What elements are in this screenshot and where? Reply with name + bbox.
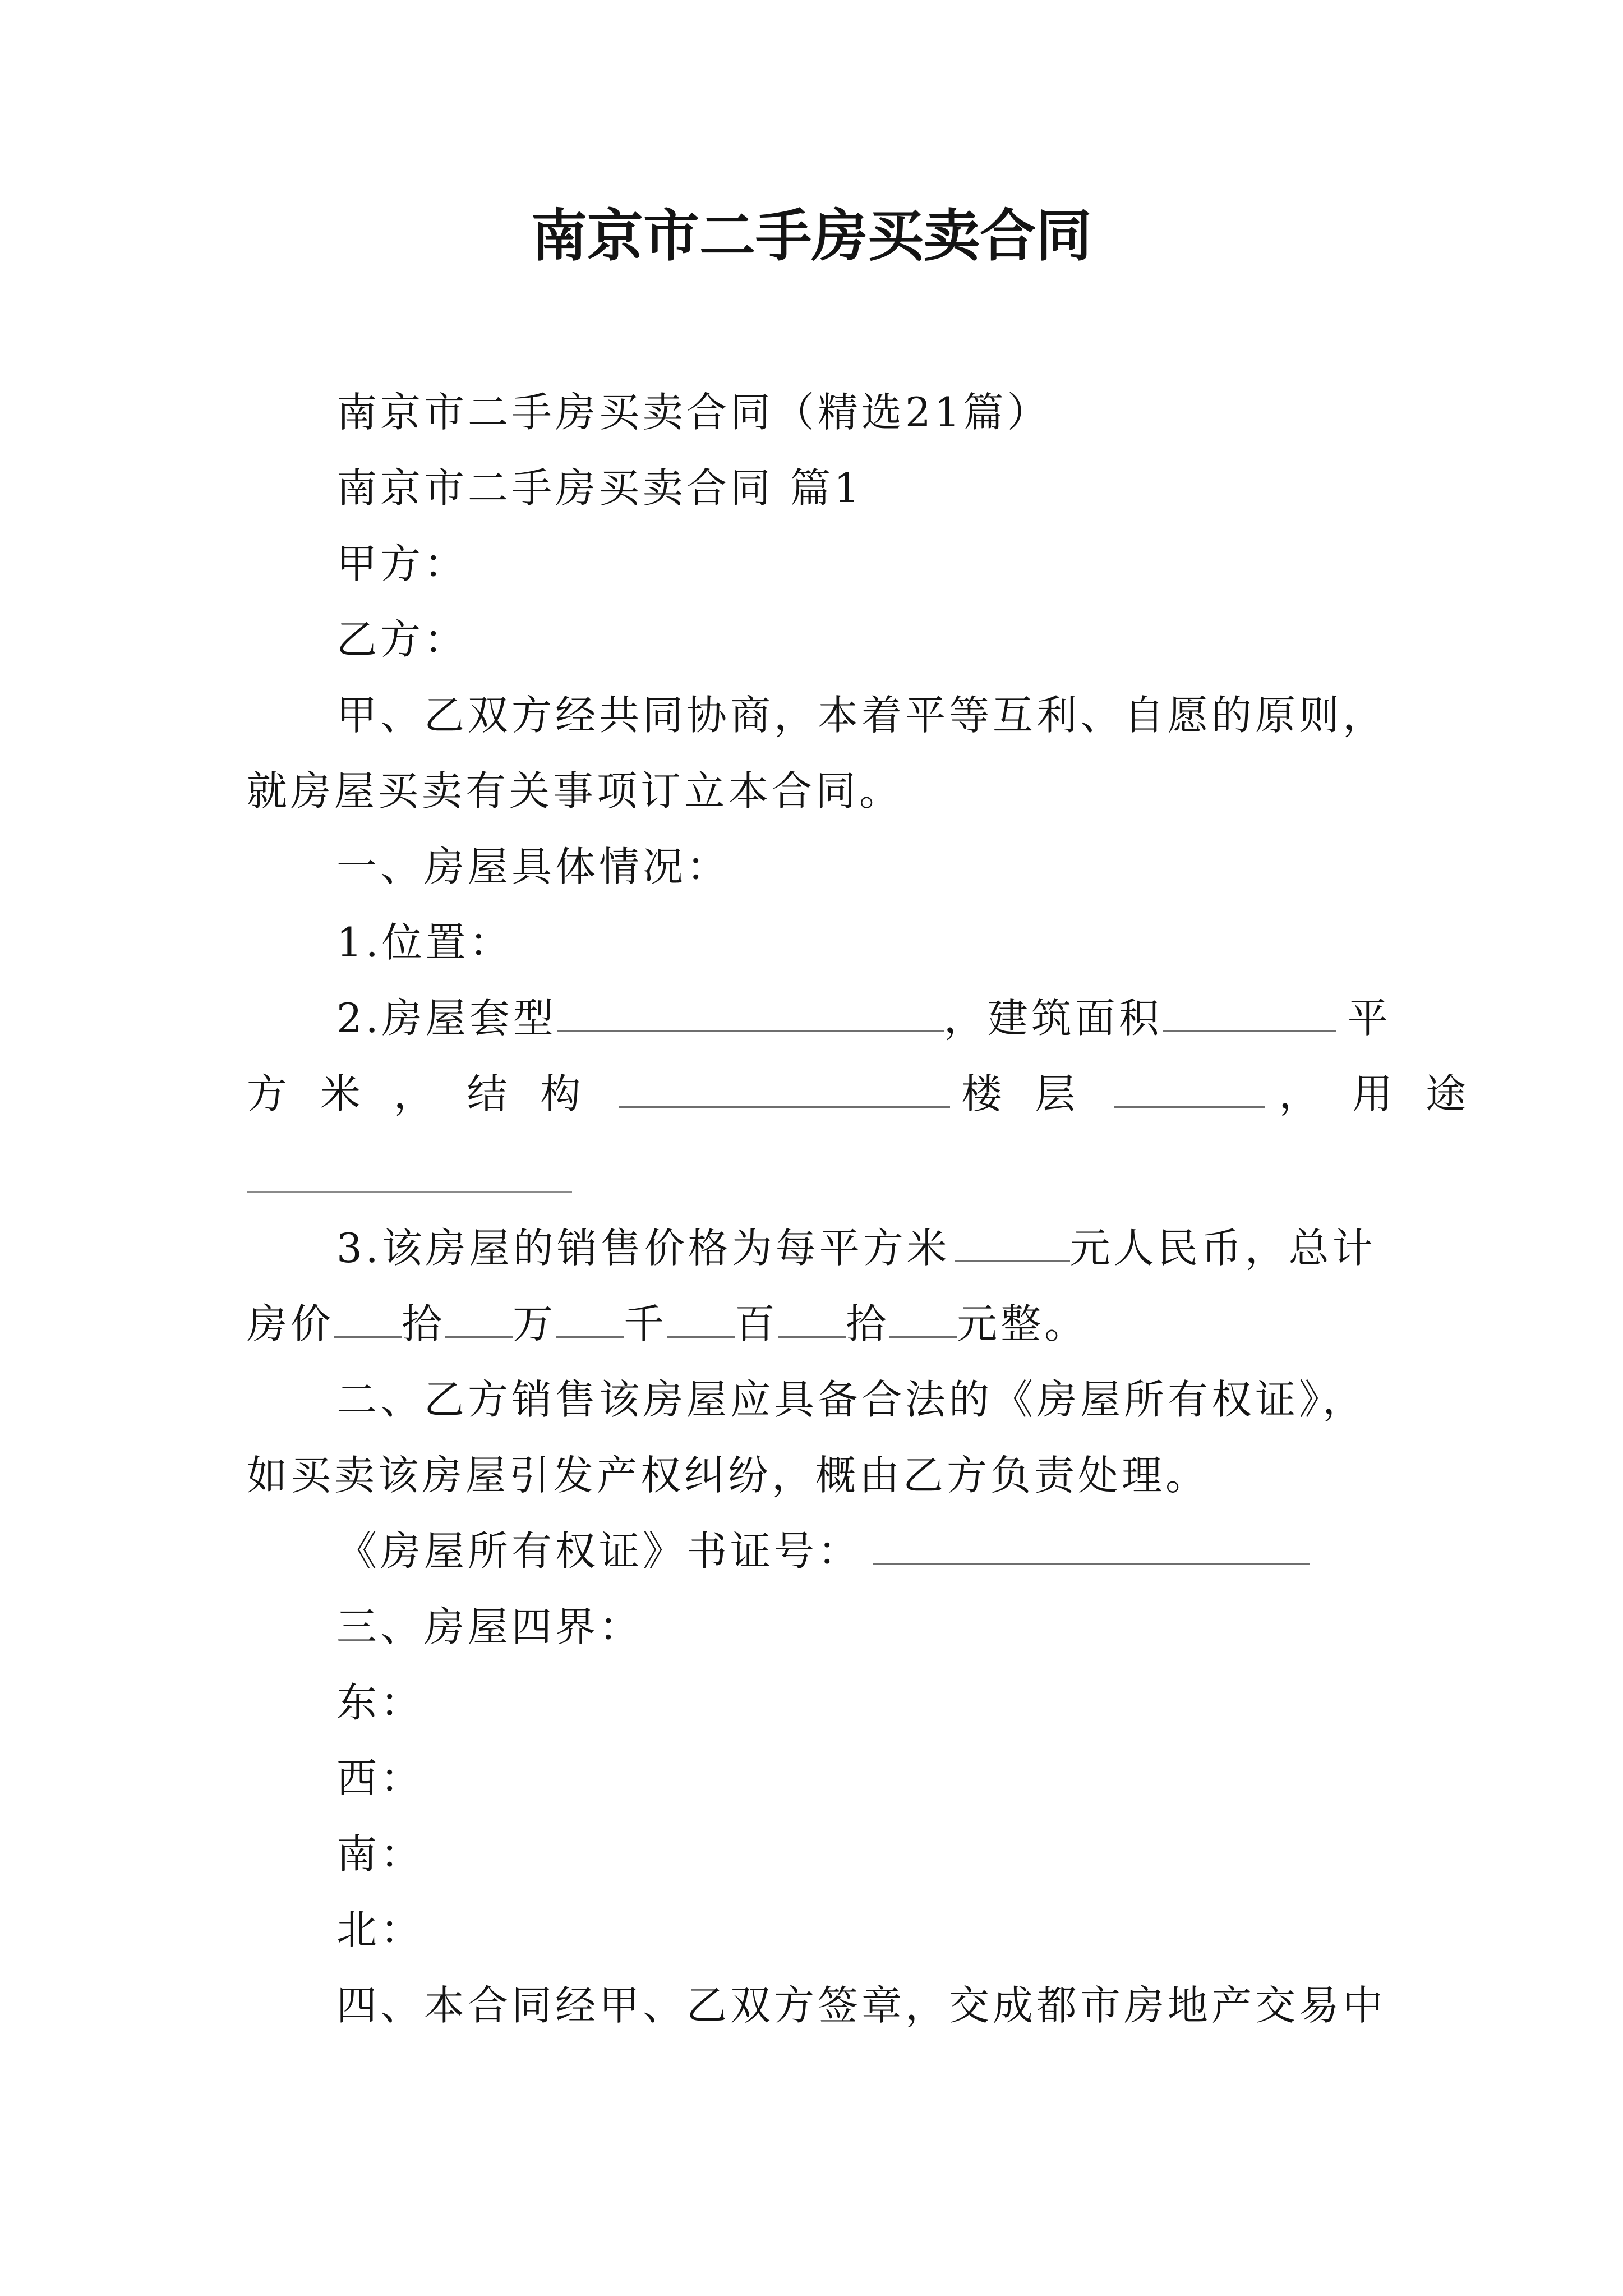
boundary-north: 北： [336,1906,425,1953]
structure-blank[interactable] [619,1069,950,1108]
intro-paragraph-line1: 甲、乙双方经共同协商，本着平等互利、自愿的原则， [336,692,1387,739]
structure-line [247,1069,1476,1119]
total-blank-5[interactable] [778,1299,846,1338]
unit-qian-label: 千 [624,1300,668,1347]
unit-shi2-label: 拾 [846,1300,890,1347]
section2-line2: 如买卖该房屋引发产权纠纷，概由乙方负责处理。 [247,1452,1210,1499]
section2-line1: 二、乙方销售该房屋应具备合法的《房屋所有权证》， [336,1376,1367,1423]
unit-shi-label: 拾 [402,1300,446,1347]
unit-wan-label: 万 [513,1300,557,1347]
section4-line1: 四、本合同经甲、乙双方签章，交成都市房地产交易中 [336,1982,1387,2029]
chapter-heading: 南京市二手房买卖合同 篇1 [336,464,863,512]
total-blank-1[interactable] [334,1299,402,1338]
page-title: 南京市二手房买卖合同 [531,203,1092,269]
boundary-west: 西： [336,1755,425,1802]
floor-label: 楼 层 [961,1070,1086,1117]
certificate-number-label: 《房屋所有权证》书证号： [336,1527,862,1575]
house-type-label: 2.房屋套型 [336,995,557,1042]
floor-blank[interactable] [1114,1069,1265,1108]
total-price-line [247,1299,1088,1349]
intro-paragraph-line2: 就房屋买卖有关事项订立本合同。 [247,767,903,815]
unit-price-currency-label: 元人民币，总计 [1069,1225,1376,1272]
certificate-number-line [336,1526,1310,1576]
party-b-label: 乙方： [336,616,468,663]
usage-blank[interactable] [247,1191,572,1193]
building-area-blank[interactable] [1163,993,1336,1032]
boundary-east: 东： [336,1679,425,1726]
total-blank-4[interactable] [667,1299,735,1338]
total-blank-3[interactable] [556,1299,624,1338]
building-area-label: ，建筑面积 [943,995,1163,1042]
house-type-line [336,993,1391,1043]
location-label: 1.位置： [336,919,513,966]
boundary-south: 南： [336,1830,425,1878]
usage-label: ， 用 途 [1279,1070,1477,1117]
unit-price-label: 3.该房屋的销售价格为每平方米 [336,1225,951,1272]
document-subtitle: 南京市二手房买卖合同（精选21篇） [336,389,1051,436]
certificate-number-blank[interactable] [873,1526,1310,1565]
unit-bai-label: 百 [735,1300,779,1347]
total-blank-2[interactable] [445,1299,513,1338]
party-a-label: 甲方： [336,540,468,587]
section1-heading: 一、房屋具体情况： [336,843,731,890]
area-unit-and-structure-label: 方 米 ， 结 构 [247,1070,591,1117]
area-unit-label-start: 平 [1347,995,1391,1042]
unit-price-line [336,1223,1376,1273]
unit-yuan-label: 元整。 [957,1300,1089,1347]
unit-price-blank[interactable] [955,1223,1070,1262]
house-type-blank[interactable] [557,993,944,1032]
total-price-label: 房价 [247,1300,335,1347]
section3-heading: 三、房屋四界： [336,1603,643,1650]
total-blank-6[interactable] [889,1299,957,1338]
